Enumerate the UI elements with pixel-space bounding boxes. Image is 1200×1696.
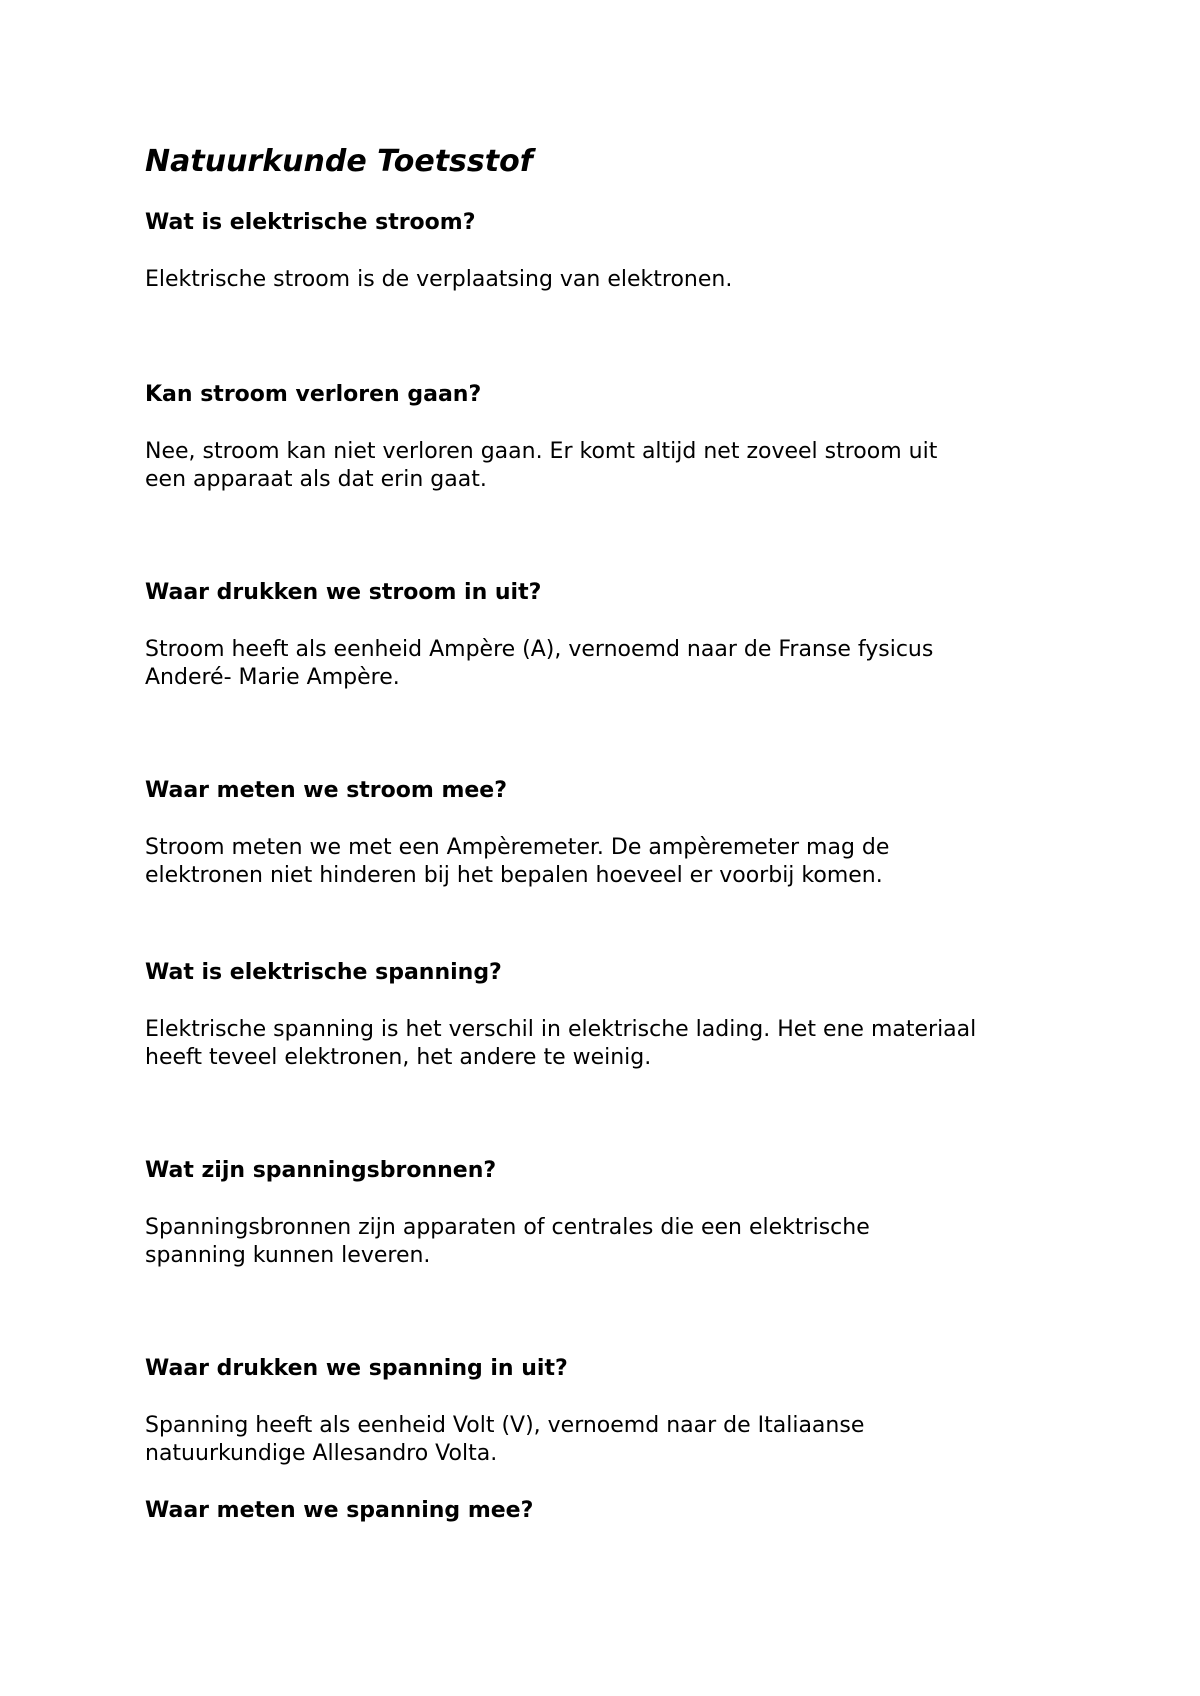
answer-line: Anderé- Marie Ampère.: [145, 665, 400, 690]
section-heading: Waar meten we stroom mee?: [145, 778, 507, 803]
answer-line: heeft teveel elektronen, het andere te weinig.: [145, 1045, 652, 1070]
section-answer: [145, 1016, 1085, 1072]
section-answer: [145, 266, 1085, 294]
section-heading: Waar meten we spanning mee?: [145, 1498, 534, 1523]
answer-line: een apparaat als dat erin gaat.: [145, 467, 487, 492]
section-answer: [145, 1412, 1085, 1468]
section-heading: Wat is elektrische stroom?: [145, 210, 476, 235]
answer-line: Elektrische stroom is de verplaatsing van elektronen.: [145, 267, 733, 292]
section-answer: [145, 1214, 1085, 1270]
answer-line: Elektrische spanning is het verschil in elektrische lading. Het ene materiaal: [145, 1017, 977, 1042]
section-answer: [145, 438, 1085, 494]
answer-line: Spanningsbronnen zijn apparaten of centrales die een elektrische: [145, 1215, 870, 1240]
answer-line: elektronen niet hinderen bij het bepalen hoeveel er voorbij komen.: [145, 863, 883, 888]
answer-line: Nee, stroom kan niet verloren gaan. Er komt altijd net zoveel stroom uit: [145, 439, 938, 464]
section-heading: Kan stroom verloren gaan?: [145, 382, 482, 407]
document-title: Natuurkunde Toetsstof: [145, 144, 533, 179]
section-heading: Wat zijn spanningsbronnen?: [145, 1158, 497, 1183]
section-answer: [145, 834, 1085, 890]
answer-line: natuurkundige Allesandro Volta.: [145, 1441, 498, 1466]
section-heading: Waar drukken we stroom in uit?: [145, 580, 542, 605]
answer-line: Spanning heeft als eenheid Volt (V), vernoemd naar de Italiaanse: [145, 1413, 865, 1438]
answer-line: Stroom meten we met een Ampèremeter. De ampèremeter mag de: [145, 835, 890, 860]
answer-line: Stroom heeft als eenheid Ampère (A), vernoemd naar de Franse fysicus: [145, 637, 934, 662]
answer-line: spanning kunnen leveren.: [145, 1243, 431, 1268]
section-answer: [145, 636, 1085, 692]
section-heading: Wat is elektrische spanning?: [145, 960, 502, 985]
section-heading: Waar drukken we spanning in uit?: [145, 1356, 568, 1381]
